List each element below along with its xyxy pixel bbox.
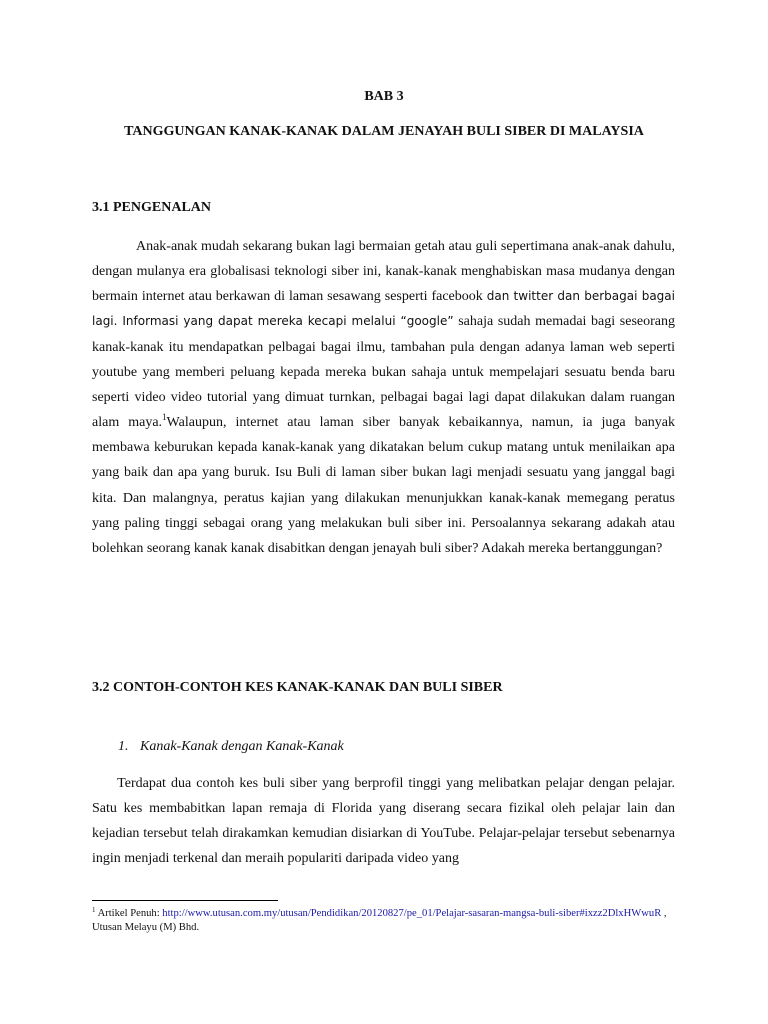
case-paragraph: Terdapat dua contoh kes buli siber yang berprofil tinggi yang melibatkan pelajar dengan pelajar. Satu kes membabitkan lapan remaja di Florida yang diserang secara fizikal oleh pelajar lain dan kejadian tersebut telah dirakamkan kemudian disiarkan di YouTube. Pelajar-pelajar tersebut sebenarnya ingin menjadi terkenal dan meraih populariti daripada video yang xyxy=(92,776,675,867)
section-heading-case-examples: 3.2 CONTOH-CONTOH KES KANAK-KANAK DAN BULI SIBER xyxy=(92,680,503,695)
footnote-marker: 1 xyxy=(92,906,96,914)
paragraph-text: Anak-anak mudah sekarang bukan lagi bermaian getah atau guli sepertimana anak-anak dahulu, dengan mulanya era globalisasi teknologi siber ini, kanak-kanak menghabiskan masa mudanya dengan bermain internet atau berkawan di laman sesawang sesperti facebook xyxy=(92,239,675,305)
subsection-number: 1. xyxy=(118,739,129,754)
footnote-prefix: Artikel Penuh: xyxy=(95,908,163,919)
footnote-suffix: , Utusan Melayu (M) Bhd. xyxy=(92,908,667,933)
chapter-title: TANGGUNGAN KANAK-KANAK DALAM JENAYAH BULI SIBER DI MALAYSIA xyxy=(124,124,644,139)
subsection-title: Kanak-Kanak dengan Kanak-Kanak xyxy=(140,739,344,754)
footnote-link[interactable]: http://www.utusan.com.my/utusan/Pendidikan/20120827/pe_01/Pelajar-sasaran-mangsa-buli-siber#ixzz2DlxHWwuR xyxy=(162,908,662,919)
footnote xyxy=(92,907,675,934)
chapter-label: BAB 3 xyxy=(364,89,404,104)
introduction-paragraph xyxy=(92,234,675,561)
footnote-divider xyxy=(92,900,278,901)
paragraph-text: sahaja sudah memadai bagi seseorang kanak-kanak itu mendapatkan pelbagai bagai ilmu, tambahan pula dengan adanya laman web seperti youtube yang memberi peluang kepada mereka bukan sahaja untuk mempelajari sesuatu benda baru seperti video video tutorial yang dimuat turnkan, pelbagai bagai lagi dapat dilakukan dalam ruangan alam maya. xyxy=(92,314,675,431)
subsection-heading xyxy=(118,739,344,755)
footnote-reference[interactable]: 1 xyxy=(162,412,167,423)
paragraph-text: Walaupun, internet atau laman siber banyak kebaikannya, namun, ia juga banyak membawa keburukan kepada kanak-kanak yang dikatakan belum cukup matang untuk menilaikan apa yang baik dan apa yang buruk. Isu Buli di laman siber bukan lagi menjadi sesuatu yang janggal bagi kita. Dan malangnya, peratus kajian yang dilakukan menunjukkan kanak-kanak memegang peratus yang paling tinggi sebagai orang yang melakukan buli siber ini. Persoalannya sekarang adakah atau bolehkan seorang kanak kanak disabitkan dengan jenayah buli siber? Adakah mereka bertanggungan? xyxy=(92,415,675,556)
section-heading-introduction: 3.1 PENGENALAN xyxy=(92,200,212,215)
paragraph-text-sans: dan twitter dan berbagai bagai lagi. Informasi yang dapat mereka kecapi melalui “google” xyxy=(92,289,675,329)
